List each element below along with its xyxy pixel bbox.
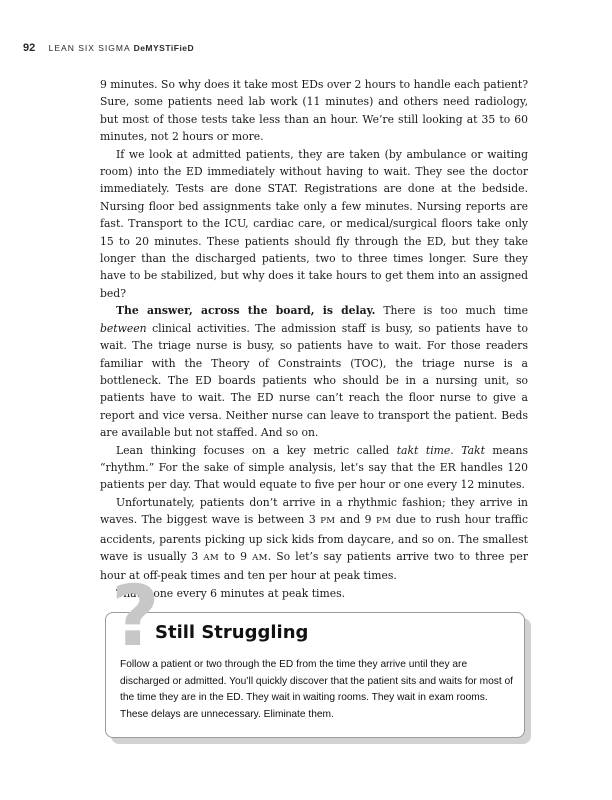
callout-text: Follow a patient or two through the ED from the time they arrive until they are discharged or admitted. You’ll quickly discover that the patient sits and waits for most of the time they are in the ED. They wait in waiting rooms. They wait in exam rooms. These delays are unnecessary. Eliminate them.	[120, 659, 513, 720]
body-text	[100, 76, 528, 602]
callout-title: Still Struggling	[155, 622, 309, 643]
pm-label: PM	[376, 516, 392, 527]
text-run: due to rush hour traffic accidents, parents picking up sick kids from daycare, and so on. The smallest wave is usually 3	[100, 513, 529, 563]
running-header	[23, 42, 194, 54]
paragraph-5	[100, 494, 528, 585]
am-label: AM	[252, 552, 268, 563]
text-run: There is too much time	[375, 304, 528, 318]
series-name: DeMYSTiFieD	[133, 43, 195, 53]
text-run: clinical activities. The admission staff is busy, so patients have to wait. The triage nurse is busy, so patients have to wait. For those readers familiar with the Theory of Constraints (TOC), the triage nurse is a bottleneck. The ED boards patients who should be in a nursing unit, so patients have to wait. The ED nurse can’t reach the floor nurse to give a report and vice versa. Neither nurse can leave to transport the patient. Beds are available but not staffed. And so on.	[100, 321, 528, 440]
term-takt-time: takt time	[396, 443, 451, 457]
paragraph-6: That’s one every 6 minutes at peak times.	[116, 586, 346, 600]
text-run: to 9	[219, 549, 253, 563]
text-run: Unfortunately, patients don’t arrive in a rhythmic fashion; they arrive in waves. The biggest wave is between 3	[100, 495, 528, 527]
am-label: AM	[203, 552, 220, 563]
text-run: . So let’s say patients arrive two to three per hour at off-peak times and ten per hour at peak times.	[100, 549, 528, 583]
text-run: means “rhythm.” For the sake of simple analysis, let’s say that the ER handles 120 patients per day. That would equate to five per hour or one every 12 minutes.	[100, 443, 528, 492]
paragraph-4	[100, 442, 528, 494]
text-run: and 9	[335, 513, 377, 527]
book-title: LEAN SIX SIGMA	[48, 43, 131, 53]
paragraph-3	[100, 302, 528, 441]
text-run: Lean thinking focuses on a key metric called	[116, 443, 397, 457]
term-takt: Takt	[461, 443, 485, 457]
text-run: .	[450, 443, 462, 457]
paragraph-1: 9 minutes. So why does it take most EDs over 2 hours to handle each patient? Sure, some patients need lab work (11 minutes) and others need radiology, but most of those tests take less than an hour. We’re still looking at 35 to 60 minutes, not 2 hours or more.	[100, 78, 528, 144]
key-sentence: The answer, across the board, is delay.	[116, 304, 376, 318]
emphasis-between: between	[100, 321, 147, 335]
pm-label: PM	[320, 516, 336, 527]
question-mark-icon: ?	[111, 567, 160, 665]
page-number: 92	[23, 42, 36, 54]
paragraph-2: If we look at admitted patients, they are taken (by ambulance or waiting room) into the ED immediately without having to wait. They see the doctor immediately. Tests are done STAT. Registrations are done at the bedside. Nursing floor bed assignments take only a few minutes. Nursing reports are fast. Transport to the ICU, cardiac care, or medical/surgical floors take only 15 to 20 minutes. These patients should fly through the ED, but they take longer than the discharged patients, two to three times longer. Sure they have to be stabilized, but why does it take hours to get them into an assigned bed?	[100, 147, 528, 300]
